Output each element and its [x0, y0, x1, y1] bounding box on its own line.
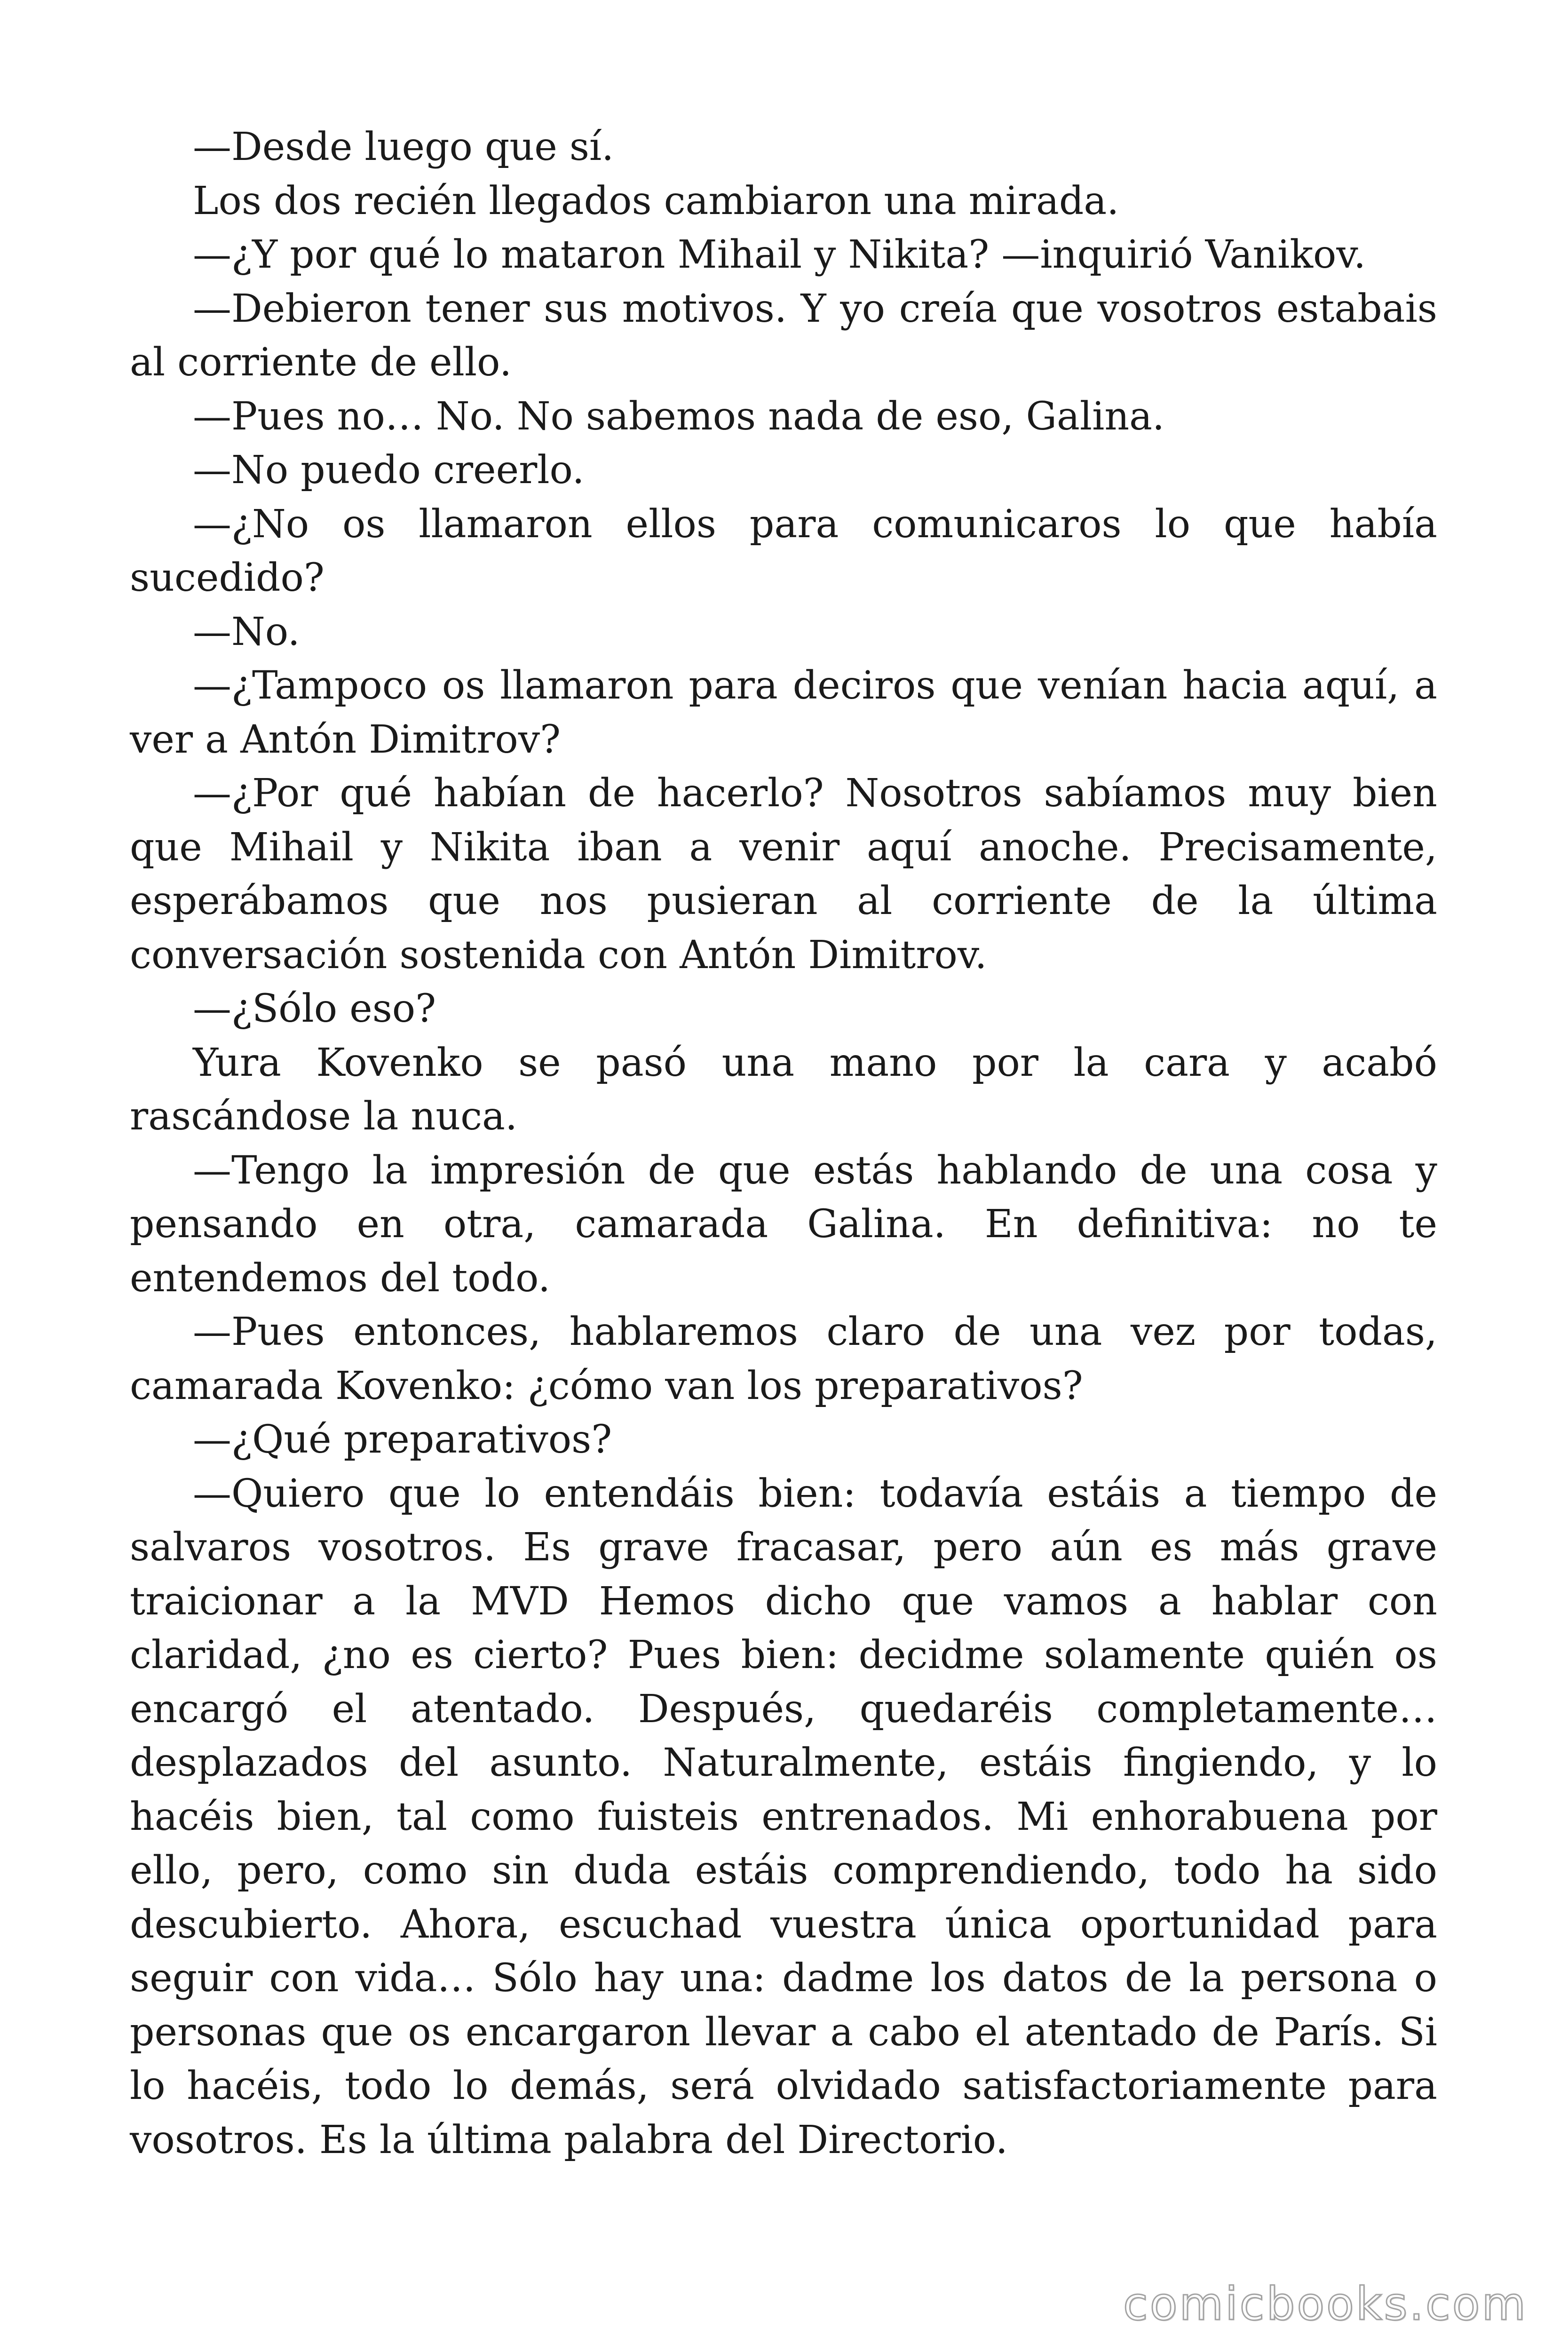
paragraph: —No. [193, 609, 300, 654]
paragraph: —¿Sólo eso? [193, 986, 436, 1031]
paragraph: —¿Por qué habían de hacerlo? Nosotros sabíamos muy bien que Mihail y Nikita iban a venir aquí anoche. Precisamente, esperábamos que nos pusieran al corriente de la última conversación sostenida con Antón Dimitrov. [130, 771, 1437, 977]
paragraph: —Pues no… No. No sabemos nada de eso, Galina. [193, 394, 1165, 439]
paragraph: —Quiero que lo entendáis bien: todavía estáis a tiempo de salvaros vosotros. Es grave fracasar, pero aún es más grave traicionar a la MVD Hemos dicho que vamos a hablar con claridad, ¿no es cierto? Pues bien: decidme solamente quién os encargó el atentado. Después, quedaréis completamente… desplazados del asunto. Naturalmente, estáis fingiendo, y lo hacéis bien, tal como fuisteis entrenados. Mi enhorabuena por ello, pero, como sin duda estáis comprendiendo, todo ha sido descubierto. Ahora, escuchad vuestra única oportunidad para seguir con vida… Sólo hay una: dadme los datos de la persona o personas que os encargaron llevar a cabo el atentado de París. Si lo hacéis, todo lo demás, será olvidado satisfactoriamente para vosotros. Es la última palabra del Directorio. [130, 1471, 1437, 2162]
body-text [130, 120, 1437, 2167]
paragraph: —Tengo la impresión de que estás hablando de una cosa y pensando en otra, camarada Galina. En definitiva: no te entendemos del todo. [130, 1148, 1437, 1301]
paragraph: —¿Qué preparativos? [193, 1417, 612, 1462]
paragraph: —No puedo creerlo. [193, 448, 585, 493]
watermark: comicbooks.com [1123, 2278, 1528, 2330]
paragraph: —Desde luego que sí. [193, 125, 614, 169]
paragraph: —Debieron tener sus motivos. Y yo creía que vosotros estabais al corriente de ello. [130, 286, 1437, 385]
paragraph: —¿Tampoco os llamaron para deciros que venían hacia aquí, a ver a Antón Dimitrov? [130, 663, 1437, 762]
paragraph: Los dos recién llegados cambiaron una mirada. [193, 178, 1119, 223]
paragraph: Yura Kovenko se pasó una mano por la cara y acabó rascándose la nuca. [130, 1040, 1437, 1139]
paragraph: —¿No os llamaron ellos para comunicaros lo que había sucedido? [130, 501, 1437, 600]
paragraph: —¿Y por qué lo mataron Mihail y Nikita? —inquirió Vanikov. [193, 232, 1366, 277]
paragraph: —Pues entonces, hablaremos claro de una vez por todas, camarada Kovenko: ¿cómo van los preparativos? [130, 1310, 1437, 1408]
